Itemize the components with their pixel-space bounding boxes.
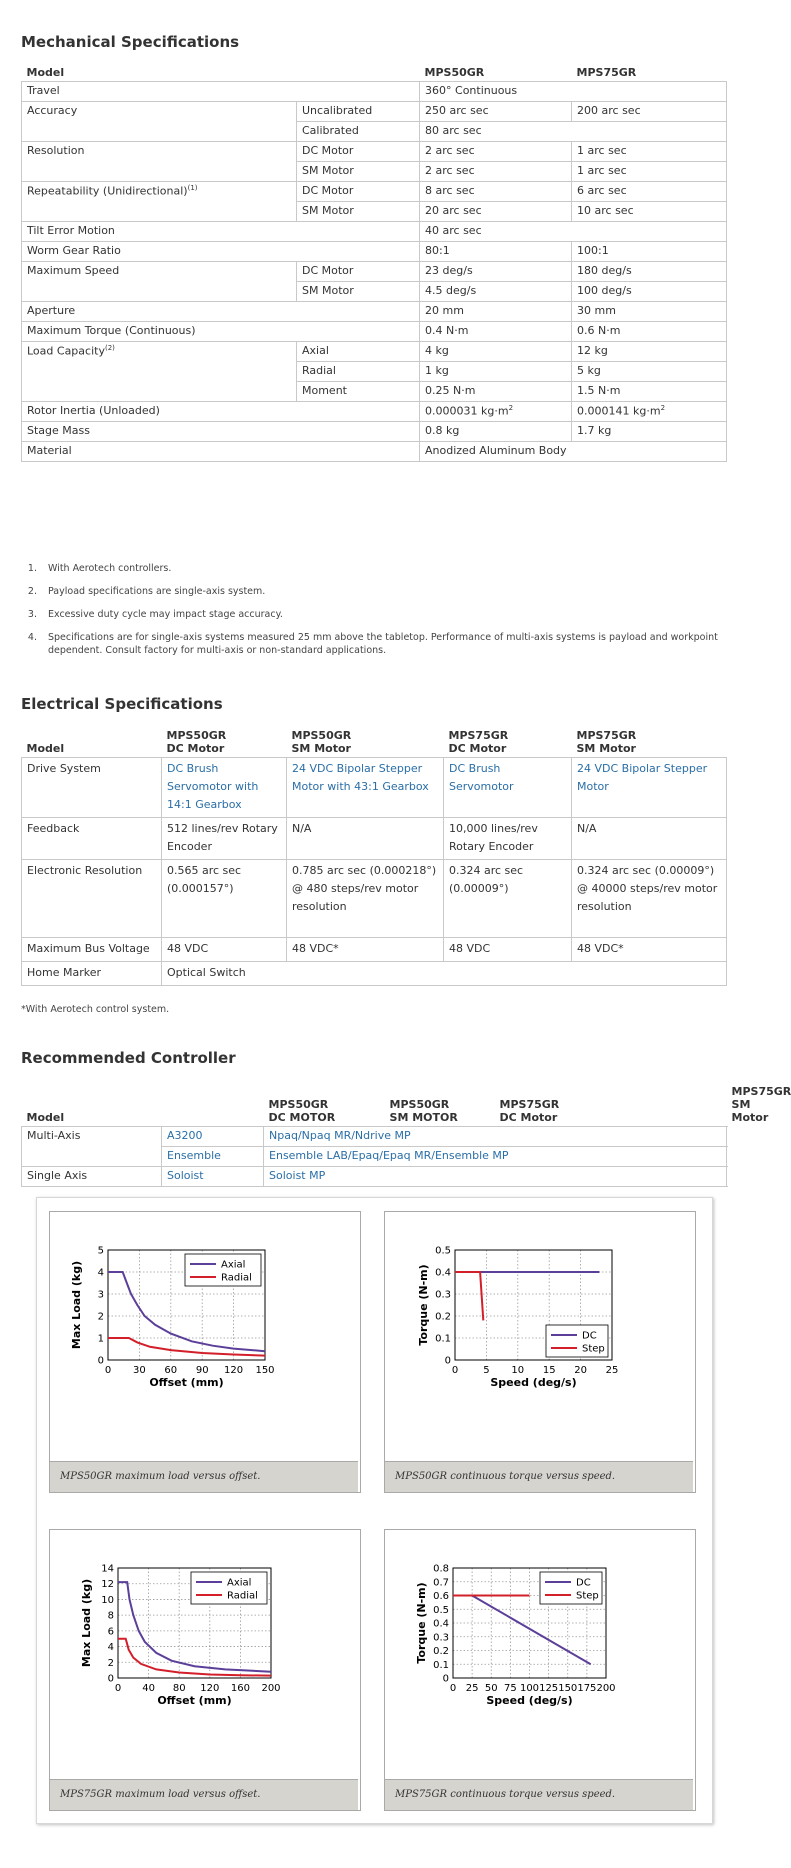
table-row: Single Axis Soloist Soloist MP [22,1167,727,1187]
series-line-radial [108,1338,265,1356]
table-row: Resolution DC Motor 2 arc sec 1 arc sec [22,141,727,161]
legend-entry: Radial [221,1272,252,1284]
x-tick-label: 50 [484,1683,498,1694]
chart-panel-4 [384,1529,696,1811]
y-tick-label: 0.8 [433,1563,449,1575]
x-tick-label: 90 [195,1365,209,1376]
chart-mps50gr-load [50,1212,360,1457]
legend-entry: DC [576,1577,591,1589]
x-axis-label: Offset (mm) [157,1694,232,1707]
y-axis-label: Torque (N-m) [415,1582,428,1664]
y-tick-label: 4 [107,1642,114,1654]
controller-link-soloist[interactable]: Soloist [162,1167,264,1187]
x-tick-label: 75 [504,1683,517,1694]
y-tick-label: 0.4 [435,1267,451,1279]
x-tick-label: 100 [519,1683,540,1694]
chart-panel-1 [49,1211,361,1493]
x-tick-label: 120 [224,1365,244,1376]
table-row: Tilt Error Motion 40 arc sec [22,221,727,241]
x-tick-label: 10 [511,1365,525,1376]
y-tick-label: 0.2 [433,1646,449,1657]
x-tick-label: 60 [164,1365,178,1376]
table-row: Maximum Bus Voltage 48 VDC 48 VDC* 48 VDC 48 VDC* [22,938,727,962]
y-tick-label: 14 [101,1563,114,1575]
x-axis-label: Offset (mm) [149,1376,224,1389]
y-tick-label: 2 [107,1657,114,1669]
chart-caption-3: MPS75GR maximum load versus offset. [50,1779,358,1810]
chart-caption-1: MPS50GR maximum load versus offset. [50,1461,358,1492]
legend-entry: Step [576,1590,599,1602]
y-tick-label: 0 [107,1673,114,1685]
x-tick-label: 0 [449,1683,457,1694]
legend-entry: Step [582,1343,605,1355]
y-tick-label: 0 [444,1355,451,1367]
chart-mps75gr-torque [385,1530,695,1775]
chart-panel-2 [384,1211,696,1493]
x-tick-label: 200 [261,1683,281,1694]
x-tick-label: 20 [574,1365,587,1376]
col-mps75gr: MPS75GR [572,63,727,81]
x-tick-label: 15 [542,1365,556,1376]
x-tick-label: 25 [605,1365,619,1376]
table-row: Accuracy Uncalibrated 250 arc sec 200 arc sec [22,101,727,121]
drive-link-1[interactable]: DC Brush Servomotor with 14:1 Gearbox [162,758,287,818]
controller-link-soloist-mp[interactable]: Soloist MP [264,1167,727,1187]
table-row: Radial 1 kg 5 kg [22,361,727,381]
y-tick-label: 0.7 [433,1577,449,1589]
table-row: Load Capacity$^{(2)}$ Axial 4 kg 12 kg [22,341,727,361]
chart-caption-4: MPS75GR continuous torque versus speed. [385,1779,693,1810]
table-row: Material Anodized Aluminum Body [22,441,727,461]
x-tick-label: 80 [172,1683,186,1694]
chart-panel-3 [49,1529,361,1811]
series-line-dc [453,1596,591,1665]
table-row: Home Marker Optical Switch [22,962,727,986]
x-tick-label: 120 [200,1683,220,1694]
chart-mps50gr-torque [385,1212,695,1457]
y-tick-label: 0.2 [435,1311,451,1323]
controller-link-ensemble-lab[interactable]: Ensemble LAB/Epaq/Epaq MR/Ensemble MP [264,1147,727,1167]
x-tick-label: 0 [104,1365,112,1376]
y-tick-label: 3 [97,1289,104,1301]
table-row: Drive System DC Brush Servomotor with 14:1 Gearbox 24 VDC Bipolar Stepper Motor with 43:1 Gearbox DC Brush Servomotor 24 VDC Bipolar Stepper Motor [22,758,727,818]
y-tick-label: 0 [442,1673,449,1685]
y-tick-label: 0.6 [433,1591,449,1602]
chart-gallery [36,1197,713,1824]
y-tick-label: 12 [101,1579,114,1591]
y-axis-label: Max Load (kg) [80,1578,93,1668]
table-row: Rotor Inertia (Unloaded) 0.000031 $kg\cdot m^2$ 0.000141 $kg\cdot m^2$ [22,401,727,421]
y-tick-label: 4 [97,1267,104,1279]
x-tick-label: 125 [539,1683,559,1694]
chart-caption-2: MPS50GR continuous torque versus speed. [385,1461,693,1492]
x-tick-label: 5 [483,1365,490,1376]
note-3: 3. Excessive duty cycle may impact stage accuracy. [40,608,720,621]
table-row: SM Motor 20 arc sec 10 arc sec [22,201,727,221]
table-row: Worm Gear Ratio 80:1 100:1 [22,241,727,261]
x-tick-label: 30 [133,1365,146,1376]
y-axis-label: Max Load (kg) [70,1260,83,1350]
table-row: Travel 360° Continuous [22,81,727,101]
note-1: 1. With Aerotech controllers. [40,562,720,575]
table-row: Stage Mass 0.8 kg 1.7 kg [22,421,727,441]
drive-link-3[interactable]: DC Brush Servomotor [444,758,572,818]
electrical-table: Model MPS50GR DC Motor MPS50GR SM Motor MPS75GR DC Motor MPS75GR SM Motor Drive System DC Brush Servomotor with 14:1 Gearbox 24 VDC Bipolar Stepper Motor with 43:1 Gearbox DC Brush Servomotor 24 VDC Bipolar Stepper Motor Feedback 512 lines/rev Rotary Encoder N/A 10,000 lines/rev Rotary Encoder N/A Electronic Resolution 0.565 arc sec (0.000157°) 0.785 arc sec (0.000218°) @ 480 steps/rev motor resolution 0.324 arc sec (0.00009°) 0.324 arc sec (0.00009°) @ 40000 steps/rev motor resolution Maximum Bus Voltage 48 VDC 48 VDC* 48 VDC 48 VDC* Home Marker Optical Switch [21,727,727,986]
table-row: Calibrated 80 arc sec [22,121,727,141]
table-row: Moment 0.25 N·m 1.5 N·m [22,381,727,401]
col-mps50gr: MPS50GR [420,63,572,81]
y-tick-label: 0.4 [433,1618,449,1630]
table-row: Multi-Axis A3200 Npaq/Npaq MR/Ndrive MP [22,1127,727,1147]
y-tick-label: 2 [97,1311,104,1323]
y-tick-label: 0.5 [435,1245,451,1257]
y-tick-label: 0 [97,1355,104,1367]
x-tick-label: 150 [558,1683,578,1694]
x-tick-label: 25 [465,1683,479,1694]
legend-entry: DC [582,1330,597,1342]
x-tick-label: 150 [255,1365,275,1376]
mechanical-table [21,63,727,462]
x-axis-label: Speed (deg/s) [490,1376,577,1389]
y-tick-label: 1 [97,1333,104,1345]
table-row: Repeatability (Unidirectional)$^{(1)}$ DC Motor 8 arc sec 6 arc sec [22,181,727,201]
model-header: Model [22,63,420,81]
y-tick-label: 0.1 [435,1333,451,1345]
x-tick-label: 200 [596,1683,616,1694]
drive-link-2[interactable]: 24 VDC Bipolar Stepper Motor with 43:1 Gearbox [287,758,444,818]
y-tick-label: 5 [97,1245,104,1257]
controller-table: Model MPS50GR DC MOTOR MPS50GR SM MOTOR MPS75GR DC Motor MPS75GR SM Motor Multi-Axis A3200 Npaq/Npaq MR/Ndrive MP Ensemble Ensemble LAB/Epaq/Epaq MR/Ensemble MP Single Axis Soloist Soloist MP [21,1083,727,1187]
note-4: 4. Specifications are for single-axis systems measured 25 mm above the tabletop. Performance of multi-axis systems is payload and workpoint dependent. Consult factory for multi-axis or non-standard applications. [40,631,720,657]
mechanical-title: Mechanical Specifications [21,33,240,51]
y-tick-label: 0.3 [435,1289,451,1301]
x-tick-label: 0 [451,1365,459,1376]
y-tick-label: 8 [107,1610,114,1622]
y-tick-label: 0.5 [433,1604,449,1616]
y-axis-label: Torque (N-m) [417,1264,430,1346]
legend-entry: Axial [221,1259,246,1271]
chart-mps75gr-load [50,1530,360,1775]
x-tick-label: 175 [577,1683,597,1694]
table-row: SM Motor 2 arc sec 1 arc sec [22,161,727,181]
x-tick-label: 0 [114,1683,122,1694]
electrical-title: Electrical Specifications [21,695,223,713]
note-2: 2. Payload specifications are single-axis system. [40,585,720,598]
electrical-footnote: *With Aerotech control system. [21,1004,170,1015]
legend-entry: Axial [227,1577,252,1589]
x-tick-label: 160 [230,1683,250,1694]
table-row: SM Motor 4.5 deg/s 100 deg/s [22,281,727,301]
drive-link-4[interactable]: 24 VDC Bipolar Stepper Motor [572,758,727,818]
x-tick-label: 40 [142,1683,155,1694]
table-row: Maximum Speed DC Motor 23 deg/s 180 deg/s [22,261,727,281]
mechanical-notes [20,562,720,667]
controller-link-a3200[interactable]: A3200 [162,1127,264,1147]
y-tick-label: 0.1 [433,1659,449,1671]
table-row: Maximum Torque (Continuous) 0.4 N·m 0.6 N·m [22,321,727,341]
series-line-step [455,1272,483,1320]
table-row: Electronic Resolution 0.565 arc sec (0.000157°) 0.785 arc sec (0.000218°) @ 480 steps/rev motor resolution 0.324 arc sec (0.00009°) 0.324 arc sec (0.00009°) @ 40000 steps/rev motor resolution [22,860,727,938]
controller-title: Recommended Controller [21,1049,236,1067]
table-row: Aperture 20 mm 30 mm [22,301,727,321]
y-tick-label: 6 [107,1626,114,1638]
y-tick-label: 0.3 [433,1632,449,1644]
y-tick-label: 10 [101,1594,114,1606]
controller-link-ensemble[interactable]: Ensemble [162,1147,264,1167]
controller-link-npaq[interactable]: Npaq/Npaq MR/Ndrive MP [264,1127,727,1147]
table-row: Feedback 512 lines/rev Rotary Encoder N/A 10,000 lines/rev Rotary Encoder N/A [22,818,727,860]
x-axis-label: Speed (deg/s) [486,1694,573,1707]
legend-entry: Radial [227,1590,258,1602]
